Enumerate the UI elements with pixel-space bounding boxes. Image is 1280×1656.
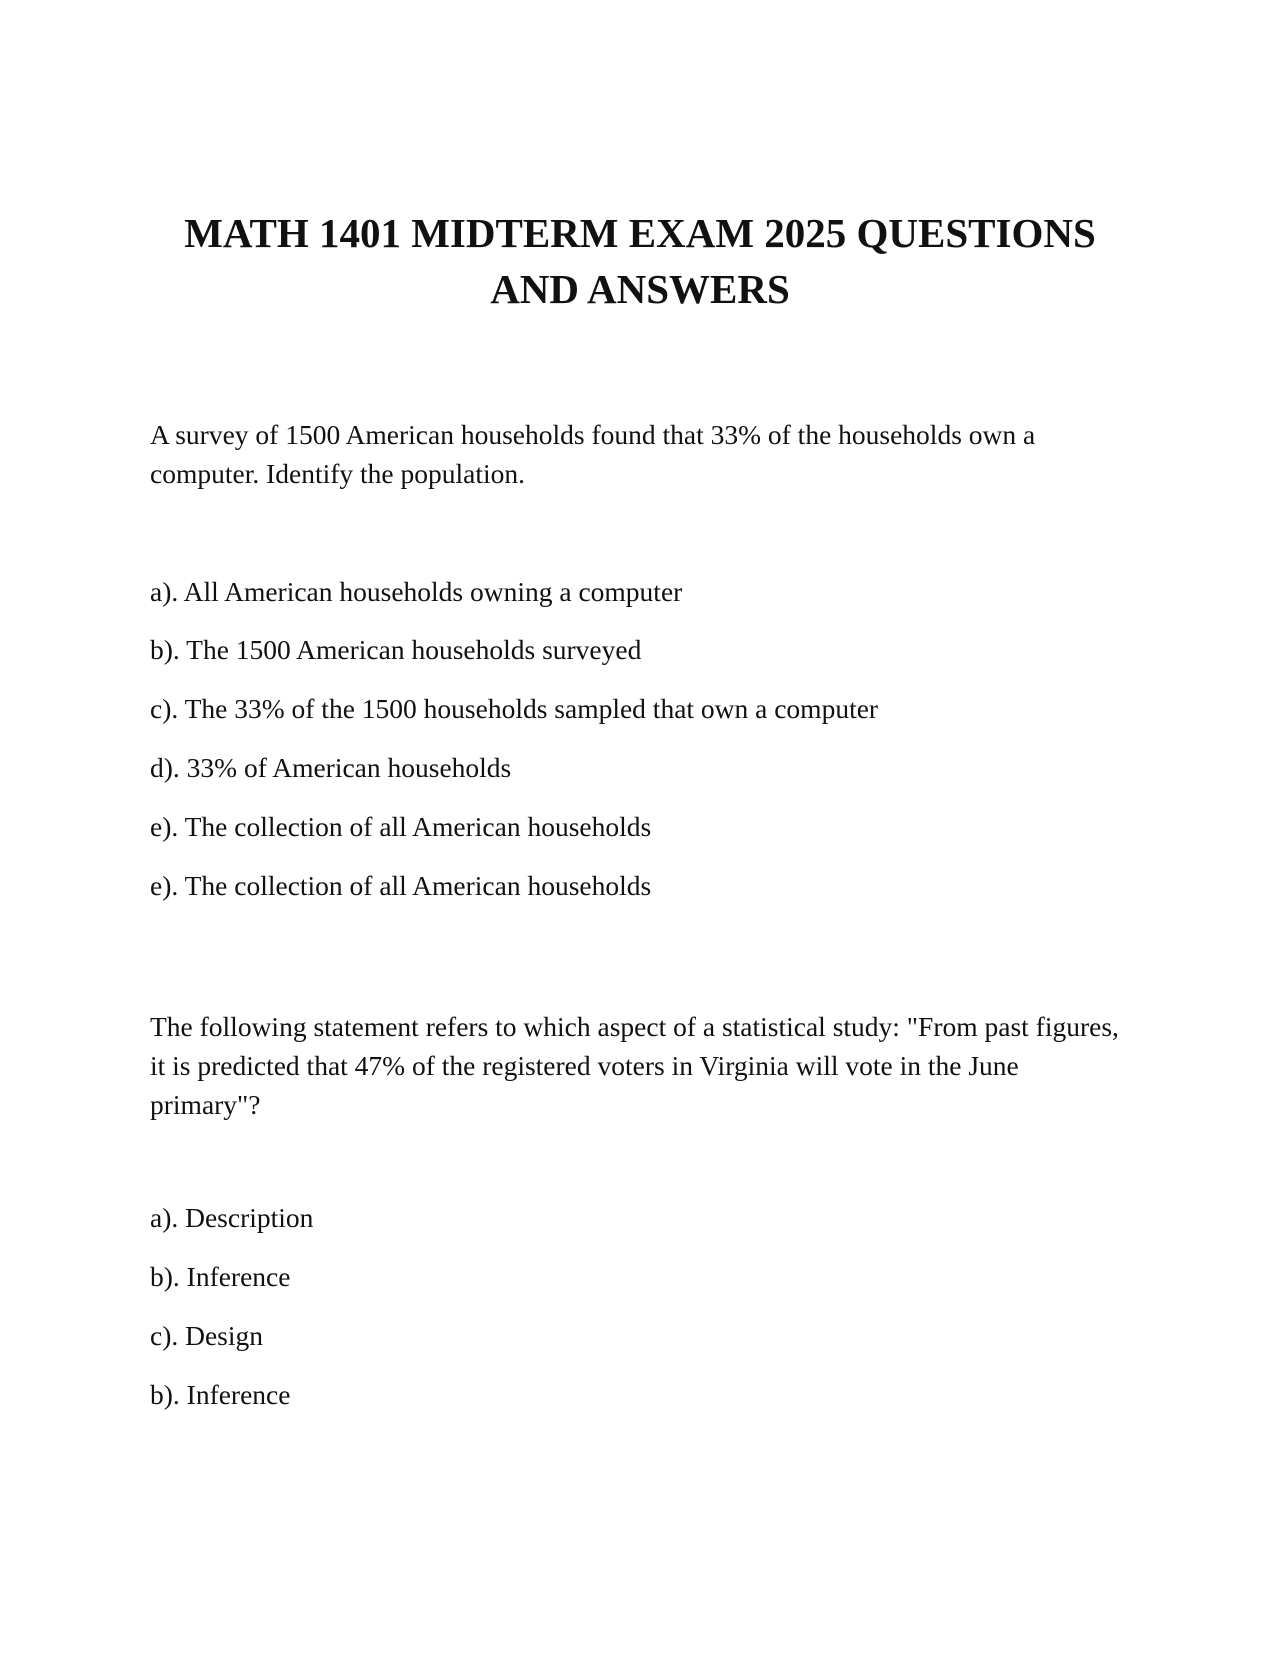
- question-1-answer: e). The collection of all American households: [150, 870, 652, 901]
- page-title: MATH 1401 MIDTERM EXAM 2025 QUESTIONS AND ANSWERS: [184, 210, 1096, 312]
- question-2-option-b: b). Inference: [150, 1261, 291, 1292]
- question-1-option-d: d). 33% of American households: [150, 752, 512, 783]
- question-2-answer: b). Inference: [150, 1379, 291, 1410]
- question-1-text: A survey of 1500 American households found that 33% of the households own a computer. Identify the population.: [150, 419, 1036, 489]
- question-1-option-b: b). The 1500 American households surveyed: [150, 634, 642, 665]
- question-1-option-e: e). The collection of all American households: [150, 811, 652, 842]
- question-2-option-a: a). Description: [150, 1202, 314, 1233]
- question-1-option-a: a). All American households owning a computer: [150, 576, 683, 607]
- question-1-option-c: c). The 33% of the 1500 households sampled that own a computer: [150, 693, 879, 724]
- question-2-option-c: c). Design: [150, 1320, 264, 1351]
- question-2-text: The following statement refers to which aspect of a statistical study: "From past figures, it is predicted that 47% of the registered voters in Virginia will vote in the June primary"?: [150, 1011, 1119, 1120]
